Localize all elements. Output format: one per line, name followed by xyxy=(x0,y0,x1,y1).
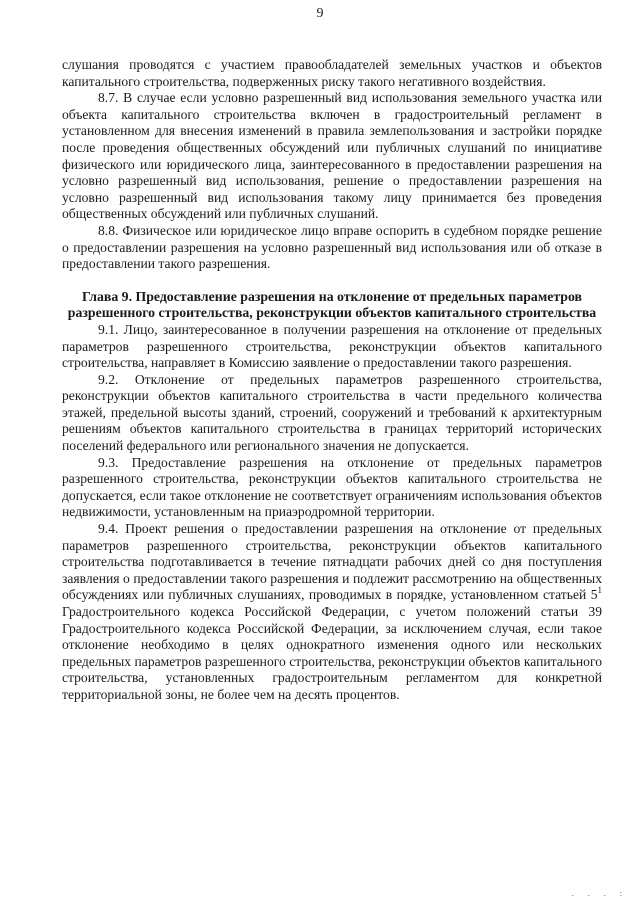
paragraph-9-2: 9.2. Отклонение от предельных параметров разрешенного строительства, реконструкции объектов капитального строительства в части предельного количества этажей, предельной высоты зданий, строений, сооружений и требований к архитектурным решениям объектов капитального строительства в границах территорий исторических поселений федерального или регионального значения не допускается. xyxy=(62,371,602,454)
paragraph-continuation: слушания проводятся с участием правообладателей земельных участков и объектов капитального строительства, подверженных риску такого негативного воздействия. xyxy=(62,57,602,89)
paragraph-8-7: 8.7. В случае если условно разрешенный вид использования земельного участка или объекта капитального строительства включен в градостроительный регламент в установленном для внесения изменений в правила землепользования и застройки порядке после проведения общественных обсуждений или публичных слушаний по инициативе физического или юридического лица, заинтересованного в предоставлении разрешения на условно разрешенный вид использования, решение о предоставлении разрешения на условно разрешенный вид использования такому лицу принимается без проведения общественных обсуждений или публичных слушаний. xyxy=(62,90,602,222)
document-body xyxy=(62,57,602,704)
paragraph-9-4-part1: 9.4. Проект решения о предоставлении разрешения на отклонение от предельных параметров разрешенного строительства, реконструкции объектов капитального строительства подготавливается в течение пятнадцати рабочих дней со дня поступления заявления о предоставлении такого разрешения и подлежит рассмотрению на общественных обсуждениях или публичных слушаниях, проводимых в порядке, установленном статьей 5 xyxy=(62,521,602,603)
paragraph-9-3: 9.3. Предоставление разрешения на отклонение от предельных параметров разрешенного строительства, реконструкции объектов капитального строительства не допускается, если такое отклонение не соответствует ограничениям использования объектов недвижимости, установленным на приаэродромной территории. xyxy=(62,454,602,520)
page-number: 9 xyxy=(316,6,324,21)
scan-marks: . . . : xyxy=(571,889,628,899)
spacer xyxy=(62,273,602,289)
article-superscript: 1 xyxy=(597,585,602,596)
paragraph-9-4 xyxy=(62,521,602,704)
paragraph-8-8: 8.8. Физическое или юридическое лицо вправе оспорить в судебном порядке решение о предоставлении разрешения на условно разрешенный вид использования или об отказе в предоставлении такого разрешения. xyxy=(62,222,602,272)
paragraph-9-1: 9.1. Лицо, заинтересованное в получении разрешения на отклонение от предельных параметров разрешенного строительства, реконструкции объектов капитального строительства, направляет в Комиссию заявление о предоставлении такого разрешения. xyxy=(62,321,602,371)
chapter-9-heading: Глава 9. Предоставление разрешения на отклонение от предельных параметров разрешенного строительства, реконструкции объектов капитального строительства xyxy=(67,288,597,321)
paragraph-9-4-part2: Градостроительного кодекса Российской Федерации, с учетом положений статьи 39 Градостроительного кодекса Российской Федерации, за исключением случая, если такое отклонение необходимо в целях однократного изменения одного или нескольких предельных параметров разрешенного строительства, реконструкции объектов капитального строительства, установленных градостроительным регламентом для конкретной территориальной зоны, не более чем на десять процентов. xyxy=(62,604,602,702)
